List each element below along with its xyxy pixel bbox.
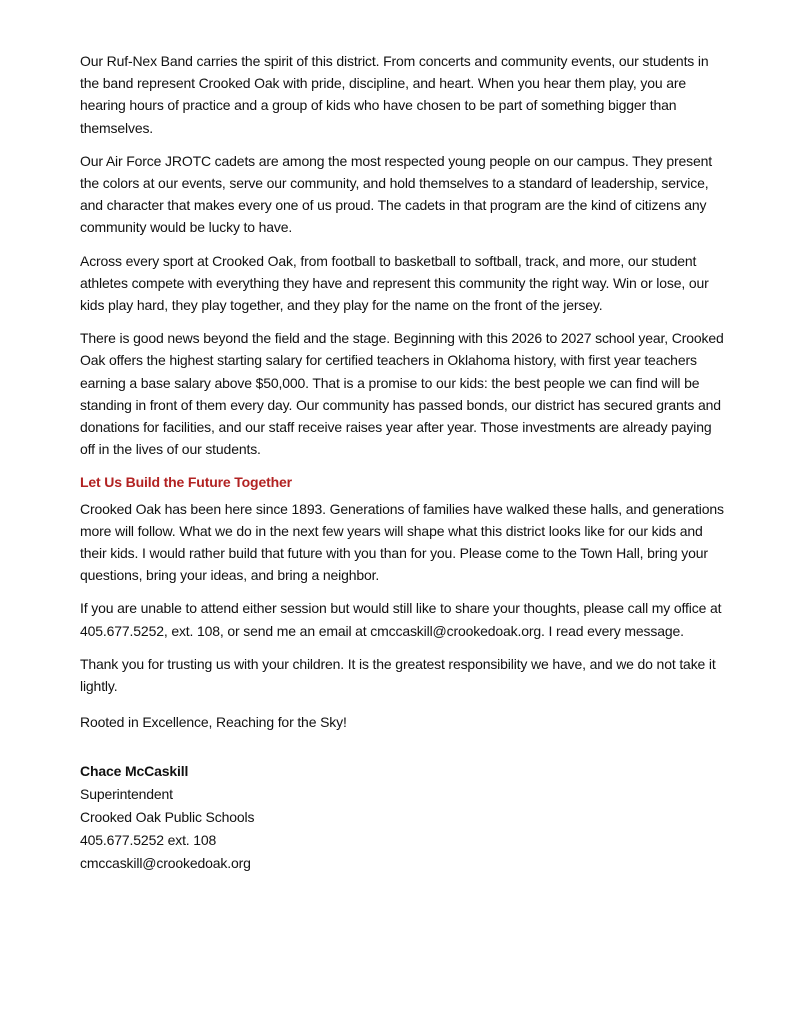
signature-block xyxy=(80,760,730,874)
signature-email: cmccaskill@crookedoak.org xyxy=(80,854,251,871)
signature-name: Chace McCaskill xyxy=(80,763,189,780)
signature-title: Superintendent xyxy=(80,786,173,803)
letter-body xyxy=(80,50,730,874)
paragraph-teacher-salary: There is good news beyond the field and the stage. Beginning with this 2026 to 2027 school year, Crooked Oak offers the highest starting salary for certified teachers in Oklahoma history, with first year teachers earning a base salary above $50,000. That is a promise to our kids: the best people we can find will be standing in front of them every day. Our community has passed bonds, our district has secured grants and donations for facilities, and our staff receive raises year after year. Those investments are already paying off in the lives of our students. xyxy=(80,330,724,458)
paragraph-athletics: Across every sport at Crooked Oak, from football to basketball to softball, track, and more, our student athletes compete with everything they have and represent this community the right way. Win or lose, our kids play hard, they play together, and they play for the name on the front of the jersey. xyxy=(80,252,709,314)
paragraph-history: Crooked Oak has been here since 1893. Generations of families have walked these halls, and generations more will follow. What we do in the next few years will shape what this district looks like for our kids and their kids. I would rather build that future with you than for you. Please come to the Town Hall, bring your questions, bring your ideas, and bring a neighbor. xyxy=(80,500,724,584)
signature-phone: 405.677.5252 ext. 108 xyxy=(80,831,217,848)
paragraph-band: Our Ruf-Nex Band carries the spirit of this district. From concerts and community events, our students in the band represent Crooked Oak with pride, discipline, and heart. When you hear them play, you are hearing hours of practice and a group of kids who have chosen to be part of something bigger than themselves. xyxy=(80,53,709,136)
paragraph-contact: If you are unable to attend either session but would still like to share your thoughts, please call my office at 405.677.5252, ext. 108, or send me an email at cmccaskill@crookedoak.org. I read every message. xyxy=(80,600,722,639)
section-heading: Let Us Build the Future Together xyxy=(80,474,292,491)
paragraph-thanks: Thank you for trusting us with your children. It is the greatest responsibility we have, and we do not take it lightly. xyxy=(80,655,716,695)
closing-motto: Rooted in Excellence, Reaching for the Sky! xyxy=(80,714,347,731)
signature-organization: Crooked Oak Public Schools xyxy=(80,809,255,826)
paragraph-jrotc: Our Air Force JROTC cadets are among the most respected young people on our campus. They present the colors at our events, serve our community, and hold themselves to a standard of leadership, service, and character that makes every one of us proud. The cadets in that program are the kind of citizens any community would be lucky to have. xyxy=(80,152,712,236)
